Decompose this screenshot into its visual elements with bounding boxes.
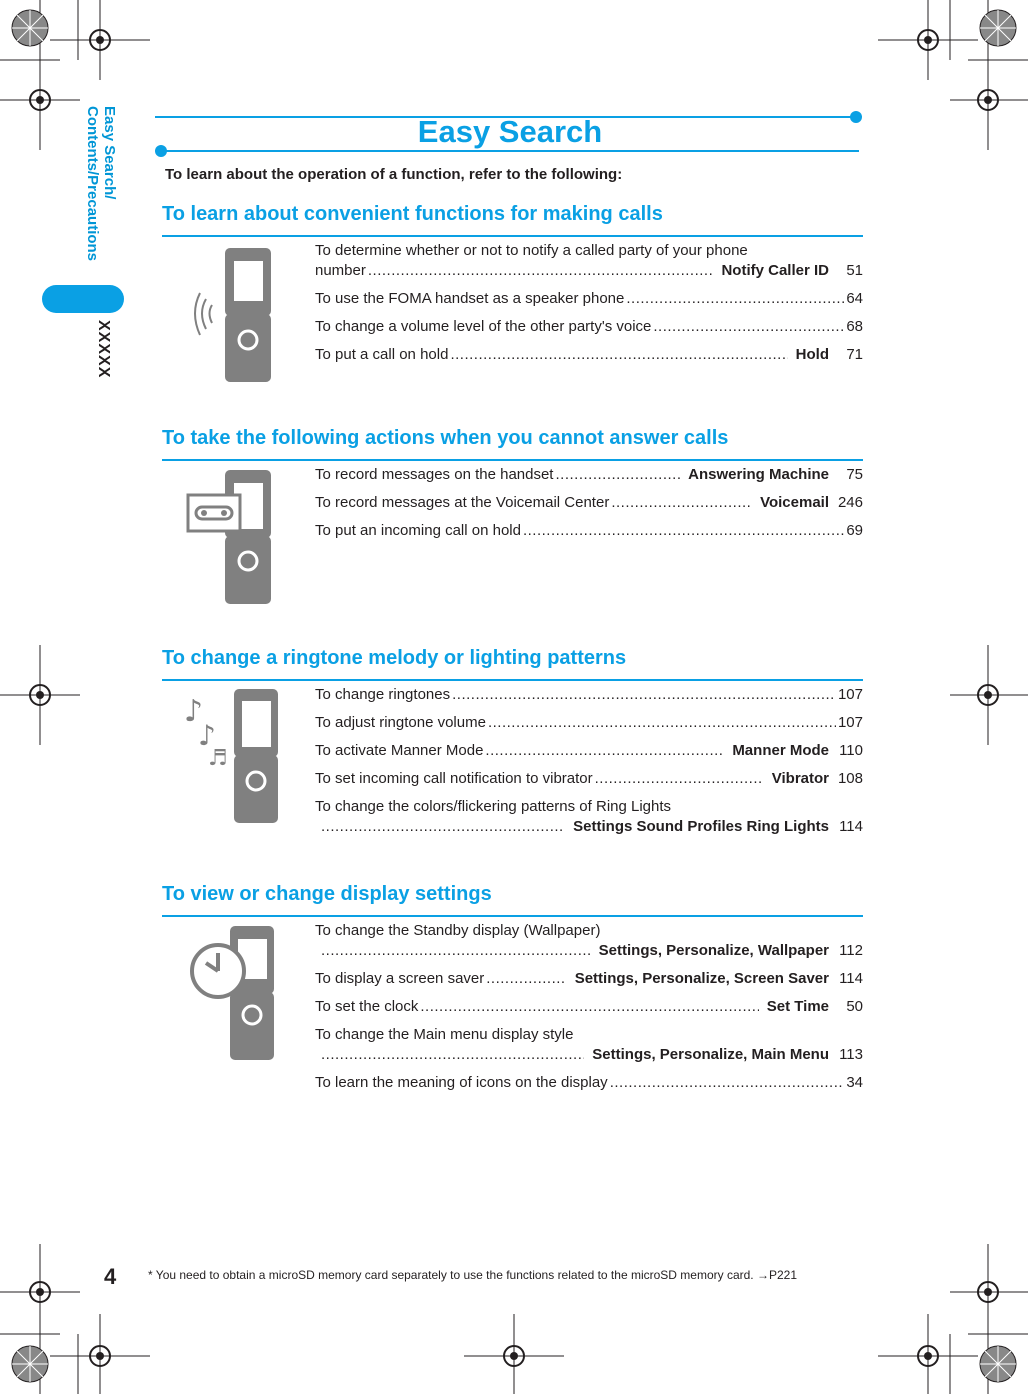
section-cannot-answer — [162, 427, 863, 539]
entry-reference: Set Time — [766, 998, 829, 1015]
sidebar-tab-pill — [42, 285, 124, 313]
entry-reference: Voicemail — [760, 494, 829, 511]
entry-text: To record messages on the handset — [315, 466, 554, 483]
entry-list — [315, 465, 863, 549]
svg-text:♪: ♪ — [184, 694, 204, 729]
entry-speaker-phone — [315, 289, 863, 309]
entry-text: To use the FOMA handset as a speaker phone — [315, 290, 625, 307]
leader-dots — [321, 817, 565, 837]
section-heading: To learn about convenient functions for making calls — [162, 203, 663, 225]
section-rule — [162, 679, 863, 681]
entry-page: 108 — [837, 770, 863, 787]
sidebar-code: XXXXX — [95, 320, 112, 379]
entry-reference: Settings Sound Profiles Ring Lights — [573, 818, 829, 835]
leader-dots — [611, 493, 752, 513]
section-rule — [162, 915, 863, 917]
answering-machine-icon — [182, 467, 282, 607]
page-number: 4 — [104, 1264, 117, 1289]
entry-vibrator — [315, 769, 863, 789]
entry-reference: Settings, Personalize, Main Menu — [592, 1046, 829, 1063]
entry-page: 64 — [846, 290, 863, 307]
entry-page: 71 — [846, 346, 863, 363]
entry-reference: Settings, Personalize, Screen Saver — [574, 970, 829, 987]
title-banner — [155, 110, 865, 160]
leader-dots — [321, 941, 591, 961]
entry-page: 113 — [839, 1046, 863, 1063]
entry-page: 75 — [846, 466, 863, 483]
entry-page: 107 — [837, 686, 863, 703]
entry-icons-meaning — [315, 1073, 863, 1093]
ringtone-phone-icon — [182, 685, 282, 827]
leader-dots — [368, 261, 714, 281]
leader-dots — [450, 345, 787, 365]
entry-incoming-hold — [315, 521, 863, 541]
leader-dots — [485, 741, 724, 761]
entry-text: number — [315, 262, 366, 279]
footnote: * You need to obtain a microSD memory card separately to use the functions related to the microSD memory card. →P221 — [148, 1268, 797, 1282]
svg-text:♬: ♬ — [208, 746, 228, 771]
entry-reference: Answering Machine — [688, 466, 829, 483]
entry-set-clock — [315, 997, 863, 1017]
entry-page: 112 — [839, 942, 863, 959]
entry-screen-saver — [315, 969, 863, 989]
entry-text: To put an incoming call on hold — [315, 522, 521, 539]
title-rule-bottom — [163, 150, 859, 152]
entry-text: To display a screen saver — [315, 970, 485, 987]
entry-text: To change the Standby display (Wallpaper) — [315, 922, 601, 939]
leader-dots — [488, 713, 836, 733]
entry-text: To change ringtones — [315, 686, 451, 703]
leader-dots — [523, 521, 844, 541]
leader-dots — [452, 685, 836, 705]
entry-text: To record messages at the Voicemail Center — [315, 494, 610, 511]
entry-reference: Settings, Personalize, Wallpaper — [598, 942, 829, 959]
leader-dots — [321, 1045, 584, 1065]
entry-text: To adjust ringtone volume — [315, 714, 486, 731]
leader-dots — [555, 465, 680, 485]
entry-text: To set the clock — [315, 998, 419, 1015]
entry-page: 114 — [839, 818, 863, 835]
entry-list — [315, 685, 863, 845]
entry-page: 68 — [846, 318, 863, 335]
sidebar-label-line2: Contents/Precautions — [84, 106, 101, 262]
section-heading: To view or change display settings — [162, 883, 492, 905]
entry-ring-lights — [315, 797, 863, 837]
entry-page: 34 — [846, 1074, 863, 1091]
speaker-phone-icon — [182, 243, 282, 383]
entry-text: To change the colors/flickering patterns of Ring Lights — [315, 798, 672, 815]
entry-notify-caller-id — [315, 241, 863, 281]
entry-text: To set incoming call notification to vibrator — [315, 770, 593, 787]
entry-page: 51 — [846, 262, 863, 279]
leader-dots — [595, 769, 764, 789]
leader-dots — [610, 1073, 845, 1093]
section-making-calls — [162, 203, 863, 363]
clock-phone-icon — [182, 923, 282, 1063]
entry-reference: Vibrator — [771, 770, 829, 787]
section-rule — [162, 235, 863, 237]
entry-text: To put a call on hold — [315, 346, 449, 363]
section-display-settings — [162, 883, 863, 1091]
entry-text: To activate Manner Mode — [315, 742, 484, 759]
entry-change-ringtones — [315, 685, 863, 705]
section-heading: To take the following actions when you cannot answer calls — [162, 427, 729, 449]
svg-text:♪: ♪ — [198, 719, 216, 752]
section-heading: To change a ringtone melody or lighting patterns — [162, 647, 627, 669]
entry-page: 50 — [846, 998, 863, 1015]
entry-hold — [315, 345, 863, 365]
entry-reference: Manner Mode — [732, 742, 829, 759]
entry-page: 69 — [846, 522, 863, 539]
entry-voicemail — [315, 493, 863, 513]
entry-text: To change the Main menu display style — [315, 1026, 574, 1043]
intro-text: To learn about the operation of a function, refer to the following: — [165, 166, 623, 183]
leader-dots — [653, 317, 844, 337]
entry-manner-mode — [315, 741, 863, 761]
entry-ringtone-volume — [315, 713, 863, 733]
entry-reference: Hold — [795, 346, 829, 363]
leader-dots — [626, 289, 844, 309]
entry-answering-machine — [315, 465, 863, 485]
sidebar-label-line1: Easy Search/ — [101, 106, 118, 200]
entry-text: To change a volume level of the other party's voice — [315, 318, 652, 335]
entry-text: To learn the meaning of icons on the display — [315, 1074, 608, 1091]
leader-dots — [486, 969, 566, 989]
entry-main-menu — [315, 1025, 863, 1065]
entry-volume — [315, 317, 863, 337]
entry-page: 107 — [837, 714, 863, 731]
entry-list — [315, 241, 863, 373]
entry-page: 114 — [839, 970, 863, 987]
entry-list — [315, 921, 863, 1101]
leader-dots — [420, 997, 758, 1017]
entry-text: To determine whether or not to notify a called party of your phone — [315, 242, 748, 259]
section-rule — [162, 459, 863, 461]
entry-reference: Notify Caller ID — [721, 262, 829, 279]
entry-wallpaper — [315, 921, 863, 961]
entry-page: 246 — [837, 494, 863, 511]
section-ringtone — [162, 647, 863, 835]
sidebar-label — [84, 106, 118, 261]
entry-page: 110 — [839, 742, 863, 759]
page-title: Easy Search — [417, 114, 603, 149]
